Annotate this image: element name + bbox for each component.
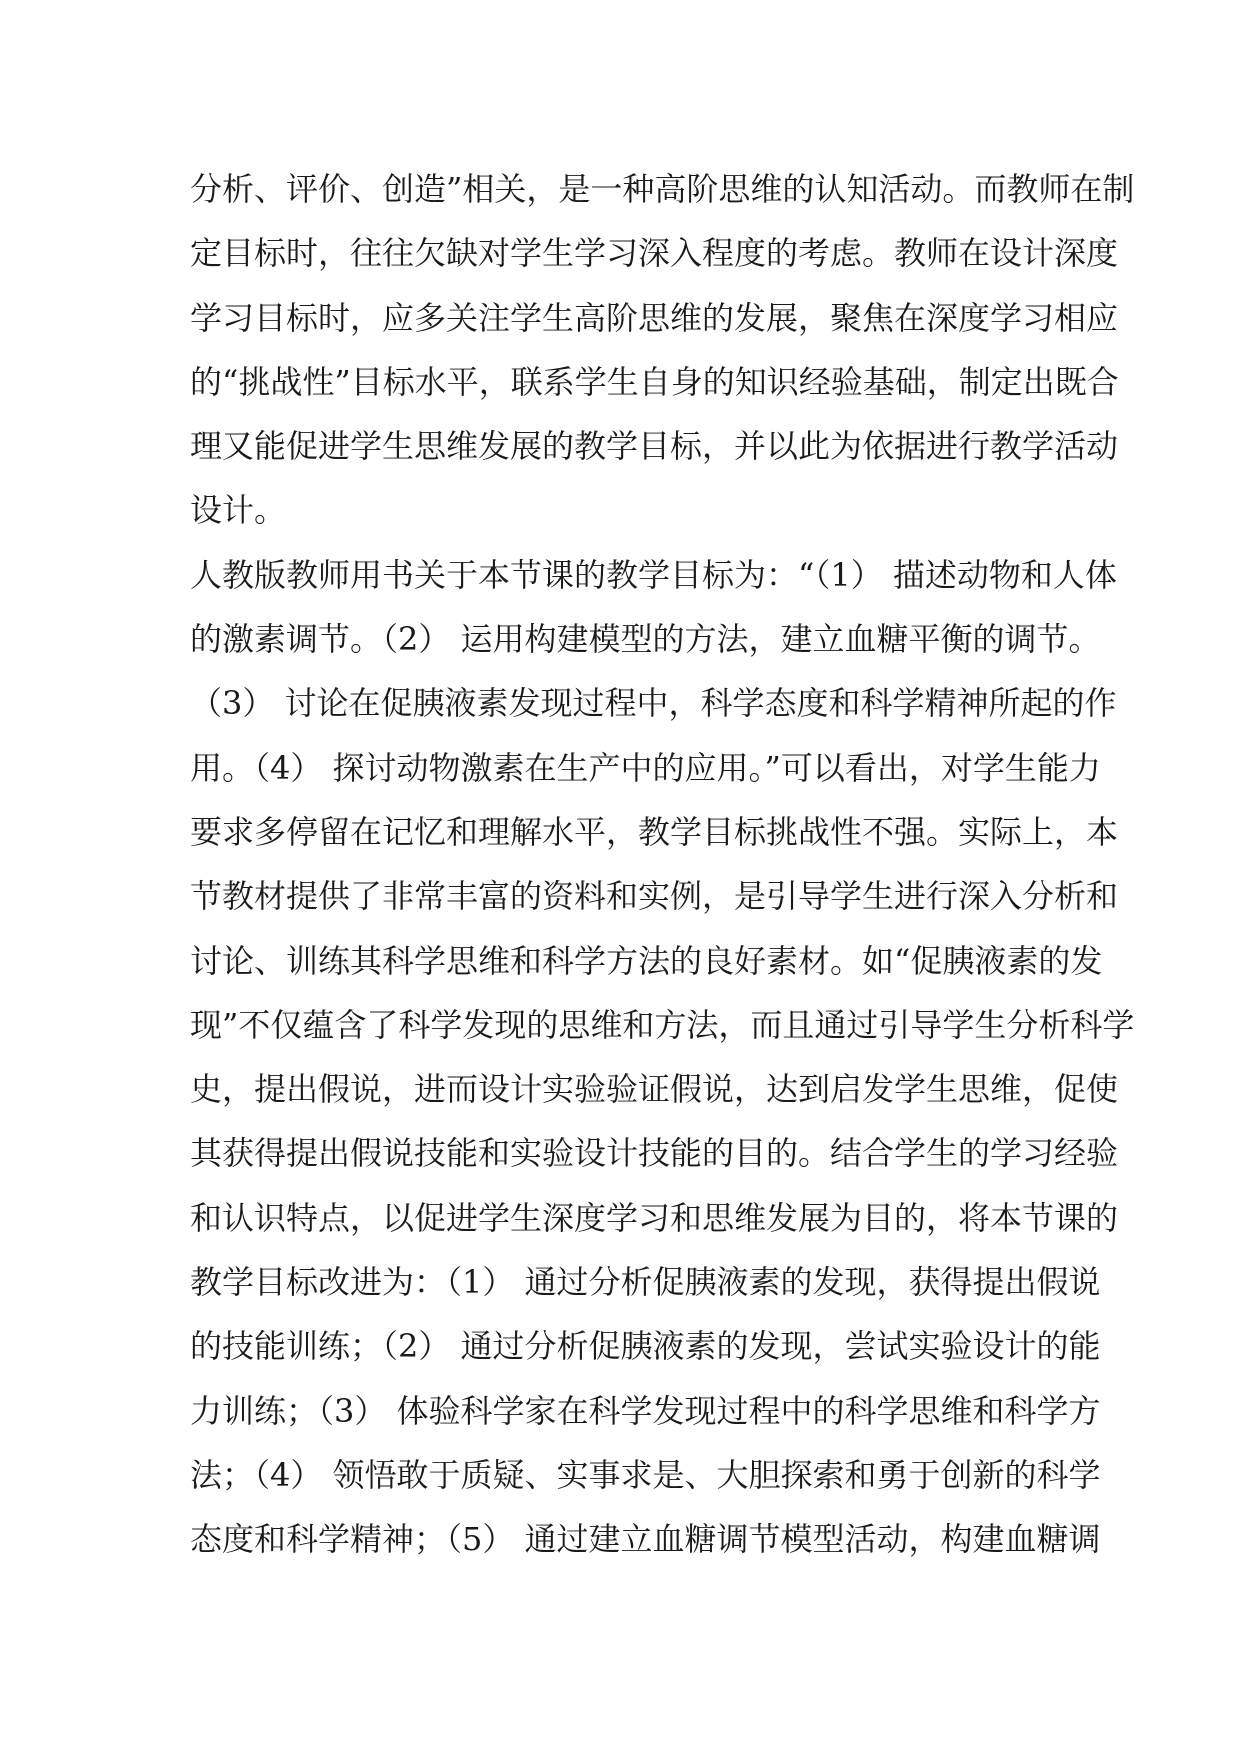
text-line: 设计。	[190, 491, 287, 530]
text-line: （3） 讨论在促胰液素发现过程中，科学态度和科学精神所起的作	[190, 684, 1117, 723]
body-text	[190, 157, 1135, 1572]
text-line: 分析、评价、创造”相关，是一种高阶思维的认知活动。而教师在制	[190, 170, 1135, 208]
text-line: 节教材提供了非常丰富的资料和实例，是引导学生进行深入分析和	[190, 877, 1119, 916]
text-line: 态度和科学精神；（5） 通过建立血糖调节模型活动，构建血糖调	[190, 1520, 1101, 1559]
text-line: 史，提出假说，进而设计实验验证假说，达到启发学生思维，促使	[190, 1070, 1119, 1109]
text-line: 现”不仅蕴含了科学发现的思维和方法，而且通过引导学生分析科学	[190, 1005, 1135, 1044]
text-line: 和认识特点，以促进学生深度学习和思维发展为目的，将本节课的	[190, 1198, 1119, 1237]
text-line: 其获得提出假说技能和实验设计技能的目的。结合学生的学习经验	[190, 1134, 1119, 1173]
text-line: 的“挑战性”目标水平，联系学生自身的知识经验基础，制定出既合	[190, 362, 1119, 401]
text-line: 用。（4） 探讨动物激素在生产中的应用。”可以看出，对学生能力	[190, 748, 1101, 787]
text-line: 学习目标时，应多关注学生高阶思维的发展，聚焦在深度学习相应	[190, 298, 1119, 337]
text-line: 讨论、训练其科学思维和科学方法的良好素材。如“促胰液素的发	[190, 941, 1103, 980]
text-line: 的技能训练；（2） 通过分析促胰液素的发现，尝试实验设计的能	[190, 1327, 1101, 1366]
text-line: 定目标时，往往欠缺对学生学习深入程度的考虑。教师在设计深度	[190, 234, 1119, 273]
text-line: 教学目标改进为：（1） 通过分析促胰液素的发现，获得提出假说	[190, 1263, 1101, 1302]
text-line: 的激素调节。（2） 运用构建模型的方法，建立血糖平衡的调节。	[190, 620, 1101, 659]
text-line: 要求多停留在记忆和理解水平，教学目标挑战性不强。实际上，本	[190, 812, 1119, 851]
text-line: 法；（4） 领悟敢于质疑、实事求是、大胆探索和勇于创新的科学	[190, 1455, 1101, 1494]
text-line: 人教版教师用书关于本节课的教学目标为：“（1） 描述动物和人体	[190, 555, 1117, 594]
text-line: 理又能促进学生思维发展的教学目标，并以此为依据进行教学活动	[190, 427, 1119, 466]
text-line: 力训练；（3） 体验科学家在科学发现过程中的科学思维和科学方	[190, 1391, 1101, 1430]
